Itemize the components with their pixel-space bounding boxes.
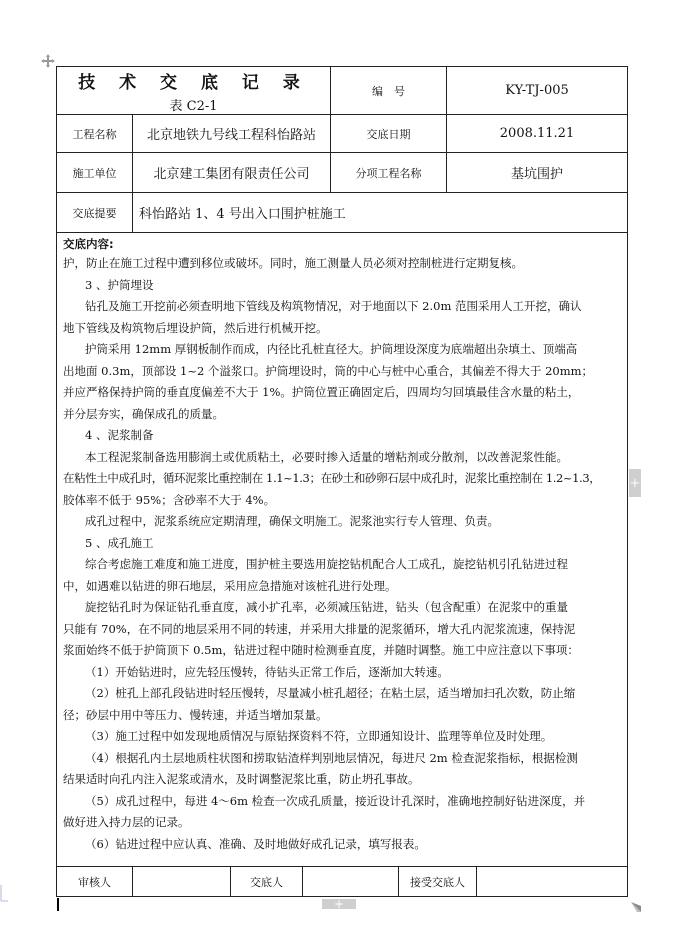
receiver-signature[interactable] (477, 867, 627, 897)
subproject-label: 分项工程名称 (331, 153, 447, 192)
content-line: 地下管线及构筑物后埋设护筒，然后进行机械开挖。 (63, 320, 328, 335)
receiver-label: 接受交底人 (399, 867, 477, 897)
content-line: 浆面始终不低于护筒顶下 0.5m，钻进过程中随时检测垂直度，并随时调整。施工中应注意以下事项： (63, 643, 579, 657)
title-row (57, 67, 627, 115)
content-line: 综合考虑施工难度和施工进度，围护桩主要选用旋挖钻机配合人工成孔，旋挖钻机引孔钻进过程 (85, 557, 568, 571)
content-line: 钻孔及施工开挖前必须查明地下管线及构筑物情况，对于地面以下 2.0m 范围采用人工开挖，确认 (85, 299, 582, 313)
discloser-signature[interactable] (303, 867, 399, 897)
content-line: 结果适时向孔内注入泥浆或清水，及时调整泥浆比重，防止坍孔事故。 (63, 772, 420, 786)
content-line: 旋挖钻孔时为保证钻孔垂直度，减小扩孔率，必须减压钻进，钻头（包含配重）在泥浆中的重量 (85, 600, 568, 614)
content-line: 并应严格保持护筒的垂直度偏差不大于 1%。护筒位置正确固定后，四周均匀回填最佳含水量的粘土， (63, 385, 580, 399)
title-cell (57, 67, 331, 114)
disclosure-form (56, 66, 628, 897)
content-line: 并分层夯实，确保成孔的质量。 (63, 406, 224, 421)
content-line: 胶体率不低于 95%；含砂率不大于 4%。 (63, 492, 276, 507)
move-handle-icon[interactable] (40, 53, 56, 69)
content-line: 3 、护筒埋设 (85, 277, 154, 292)
resize-handle-icon[interactable] (631, 897, 641, 907)
expand-bottom-icon[interactable]: + (322, 899, 356, 909)
code-label: 编 号 (331, 67, 447, 114)
content-line: 做好进入持力层的记录。 (63, 815, 190, 829)
project-name-label: 工程名称 (57, 115, 133, 152)
text-cursor (57, 898, 59, 911)
summary-value: 科怡路站 1、4 号出入口围护桩施工 (139, 207, 346, 222)
reviewer-label: 审核人 (57, 867, 133, 897)
content-line: 护筒采用 12mm 厚钢板制作而成，内径比孔桩直径大。护筒埋设深度为底端超出杂填土、顶端高 (85, 342, 578, 356)
content-heading: 交底内容: (63, 237, 114, 251)
code-value: KY-TJ-005 (505, 83, 569, 98)
content-line: （4）根据孔内土层地质柱状图和捞取钻渣样判别地层情况，每进尺 2m 检查泥浆指标，根据检测 (85, 750, 578, 765)
content-line: 本工程泥浆制备选用膨润土或优质粘土，必要时掺入适量的增粘剂或分散剂，以改善泥浆性能。 (85, 449, 568, 464)
content-line: （5）成孔过程中，每进 4～6m 检查一次成孔质量，接近设计孔深时，准确地控制好钻进深度，并 (85, 793, 586, 808)
content-line: （6）钻进过程中应认真、准确、及时地做好成孔记录，填写报表。 (85, 836, 426, 851)
subproject-value: 基坑围护 (510, 167, 563, 182)
content-line: 只能有 70%，在不同的地层采用不同的转速，并采用大排量的泥浆循环，增大孔内泥浆流速，保持泥 (63, 621, 576, 636)
content-line: 在粘性土中成孔时，循环泥浆比重控制在 1.1~1.3；在砂土和砂卵石层中成孔时，泥浆比重控制在 1.2~1.3， (63, 471, 601, 485)
date-value: 2008.11.21 (499, 126, 575, 141)
signature-row (57, 867, 627, 897)
expand-right-icon[interactable]: + (629, 469, 641, 497)
content-line: 护，防止在施工过程中遭到移位或破坏。同时，施工测量人员必须对控制桩进行定期复核。 (63, 256, 523, 270)
summary-row (57, 193, 627, 233)
content-line: 成孔过程中，泥浆系统应定期清理，确保文明施工。泥浆池实行专人管理、负责。 (85, 514, 499, 528)
content-line: （3）施工过程中如发现地质情况与原钻探资料不符，立即通知设计、监理等单位及时处理。 (85, 729, 553, 743)
disclosure-content (57, 233, 627, 867)
content-line: （1）开始钻进时，应先轻压慢转，待钻头正常工作后，逐渐加大转速。 (85, 664, 449, 679)
discloser-label: 交底人 (231, 867, 303, 897)
content-line: 5 、成孔施工 (85, 535, 154, 550)
construction-unit-value: 北京建工集团有限责任公司 (133, 153, 331, 192)
reviewer-signature[interactable] (133, 867, 231, 897)
unit-row (57, 153, 627, 193)
date-label: 交底日期 (331, 115, 447, 152)
page-edge-marker-icon (0, 883, 10, 903)
form-number: 表 C2-1 (169, 98, 218, 114)
content-line: 径；砂层中用中等压力、慢转速，并适当增加泵量。 (63, 707, 328, 722)
content-line: 4 、泥浆制备 (85, 428, 154, 442)
construction-unit-label: 施工单位 (57, 153, 133, 192)
content-line: 出地面 0.3m，顶部设 1~2 个溢浆口。护筒埋设时，筒的中心与桩中心重合，其偏差不得大于 20mm； (63, 363, 594, 378)
content-line: （2）桩孔上部孔段钻进时轻压慢转，尽量减小桩孔超径；在粘土层，适当增加扫孔次数，防止缩 (85, 686, 576, 700)
form-title: 技 术 交 底 记 录 (78, 72, 309, 93)
project-row (57, 115, 627, 153)
summary-label: 交底提要 (57, 193, 133, 232)
project-name-value: 北京地铁九号线工程科怡路站 (133, 115, 331, 152)
content-line: 中，如遇难以钻进的卵石地层，采用应急措施对该桩孔进行处理。 (63, 578, 397, 593)
